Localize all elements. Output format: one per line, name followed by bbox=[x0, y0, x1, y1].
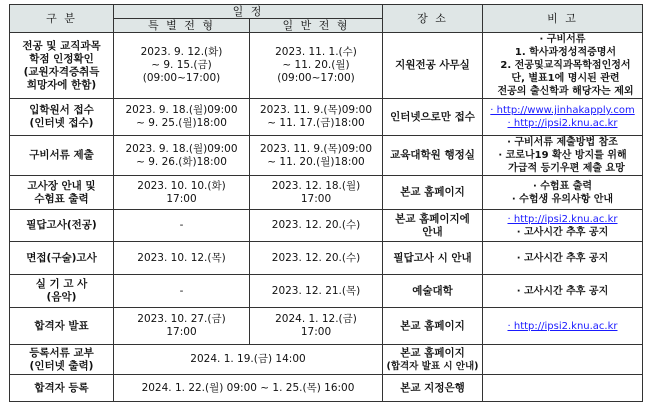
row-location: 예술대학 bbox=[383, 275, 483, 308]
row-special: - bbox=[114, 210, 250, 242]
row-schedule: 2024. 1. 22.(월) 09:00 ~ 1. 25.(목) 16:00 bbox=[114, 375, 383, 402]
header-category: 구 분 bbox=[10, 5, 114, 33]
row-special: 2023. 9. 18.(월)09:00 ~ 9. 26.(화)18:00 bbox=[114, 136, 250, 176]
row-remarks bbox=[483, 99, 643, 136]
row-location: 본교 지정은행 bbox=[383, 375, 483, 402]
row-special: 2023. 10. 27.(금) 17:00 bbox=[114, 308, 250, 345]
ipsi-link[interactable]: · http://ipsi2.knu.ac.kr bbox=[507, 118, 618, 129]
row-remarks: · 구비서류 제출방법 참조 · 코로나19 확산 방지를 위해 가급적 등기우편 제출 요망 bbox=[483, 136, 643, 176]
table-row bbox=[10, 345, 643, 375]
row-location: 본교 홈페이지 bbox=[383, 176, 483, 210]
row-category: 면접(구술)고사 bbox=[10, 242, 114, 275]
header-schedule: 일 정 bbox=[114, 5, 383, 19]
row-location: 필답고사 시 안내 bbox=[383, 242, 483, 275]
row-general: 2024. 1. 12.(금) 17:00 bbox=[250, 308, 383, 345]
row-location: 본교 홈페이지 bbox=[383, 308, 483, 345]
row-remarks: · 수험표 출력 · 수험생 유의사항 안내 bbox=[483, 176, 643, 210]
table-row bbox=[10, 99, 643, 136]
table-row bbox=[10, 375, 643, 402]
row-location: 본교 홈페이지에 안내 bbox=[383, 210, 483, 242]
table-row bbox=[10, 242, 643, 275]
row-remarks bbox=[483, 345, 643, 375]
row-general: 2023. 12. 20.(수) bbox=[250, 210, 383, 242]
ipsi-link[interactable]: · http://ipsi2.knu.ac.kr bbox=[507, 213, 618, 225]
table-row bbox=[10, 210, 643, 242]
row-general: 2023. 11. 1.(수) ~ 11. 20.(월) (09:00~17:00) bbox=[250, 33, 383, 99]
table-row bbox=[10, 308, 643, 345]
row-general: 2023. 12. 21.(목) bbox=[250, 275, 383, 308]
row-remarks bbox=[483, 308, 643, 345]
row-general: 2023. 12. 20.(수) bbox=[250, 242, 383, 275]
row-special: 2023. 10. 12.(목) bbox=[114, 242, 250, 275]
row-special: - bbox=[114, 275, 250, 308]
table-row bbox=[10, 136, 643, 176]
row-general: 2023. 12. 18.(월) 17:00 bbox=[250, 176, 383, 210]
row-category: 입학원서 접수 (인터넷 접수) bbox=[10, 99, 114, 136]
row-remarks bbox=[483, 375, 643, 402]
row-remarks: · 고사시간 추후 공지 bbox=[483, 242, 643, 275]
row-special: 2023. 10. 10.(화) 17:00 bbox=[114, 176, 250, 210]
row-remarks: · 고사시간 추후 공지 bbox=[483, 275, 643, 308]
row-category: 구비서류 제출 bbox=[10, 136, 114, 176]
header-remarks: 비 고 bbox=[483, 5, 643, 33]
row-category: 등록서류 교부 (인터넷 출력) bbox=[10, 345, 114, 375]
header-special: 특 별 전 형 bbox=[114, 19, 250, 33]
row-category: 합격자 발표 bbox=[10, 308, 114, 345]
row-category: 전공 및 교직과목 학점 인정확인 (교원자격증취득 희망자에 한함) bbox=[10, 33, 114, 99]
row-remarks: · 구비서류 1. 학사과정성적증명서 2. 전공및교직과목학점인정서 단, 별표1에 명시된 관련 전공의 출신학과 해당자는 제외 bbox=[483, 33, 643, 99]
jinhakapply-link[interactable]: · http://www.jinhakapply.com bbox=[490, 105, 635, 116]
row-category: 실 기 고 사 (음악) bbox=[10, 275, 114, 308]
row-schedule: 2024. 1. 19.(금) 14:00 bbox=[114, 345, 383, 375]
row-location: 본교 홈페이지 (합격자 발표 시 안내) bbox=[383, 345, 483, 375]
row-category: 합격자 등록 bbox=[10, 375, 114, 402]
row-location: 교육대학원 행정실 bbox=[383, 136, 483, 176]
row-general: 2023. 11. 9.(목)09:00 ~ 11. 20.(월)18:00 bbox=[250, 136, 383, 176]
header-general: 일 반 전 형 bbox=[250, 19, 383, 33]
row-category: 고사장 안내 및 수험표 출력 bbox=[10, 176, 114, 210]
header-location: 장 소 bbox=[383, 5, 483, 33]
row-location: 지원전공 사무실 bbox=[383, 33, 483, 99]
row-category: 필답고사(전공) bbox=[10, 210, 114, 242]
row-special: 2023. 9. 18.(월)09:00 ~ 9. 25.(월)18:00 bbox=[114, 99, 250, 136]
ipsi-link[interactable]: · http://ipsi2.knu.ac.kr bbox=[507, 320, 618, 332]
row-special: 2023. 9. 12.(화) ~ 9. 15.(금) (09:00~17:00) bbox=[114, 33, 250, 99]
table-row bbox=[10, 33, 643, 99]
table-row bbox=[10, 275, 643, 308]
table-row bbox=[10, 176, 643, 210]
row-general: 2023. 11. 9.(목)09:00 ~ 11. 17.(금)18:00 bbox=[250, 99, 383, 136]
admission-schedule-table bbox=[9, 4, 643, 402]
row-location: 인터넷으로만 접수 bbox=[383, 99, 483, 136]
row-remarks: · http://ipsi2.knu.ac.kr · 고사시간 추후 공지 bbox=[483, 210, 643, 242]
